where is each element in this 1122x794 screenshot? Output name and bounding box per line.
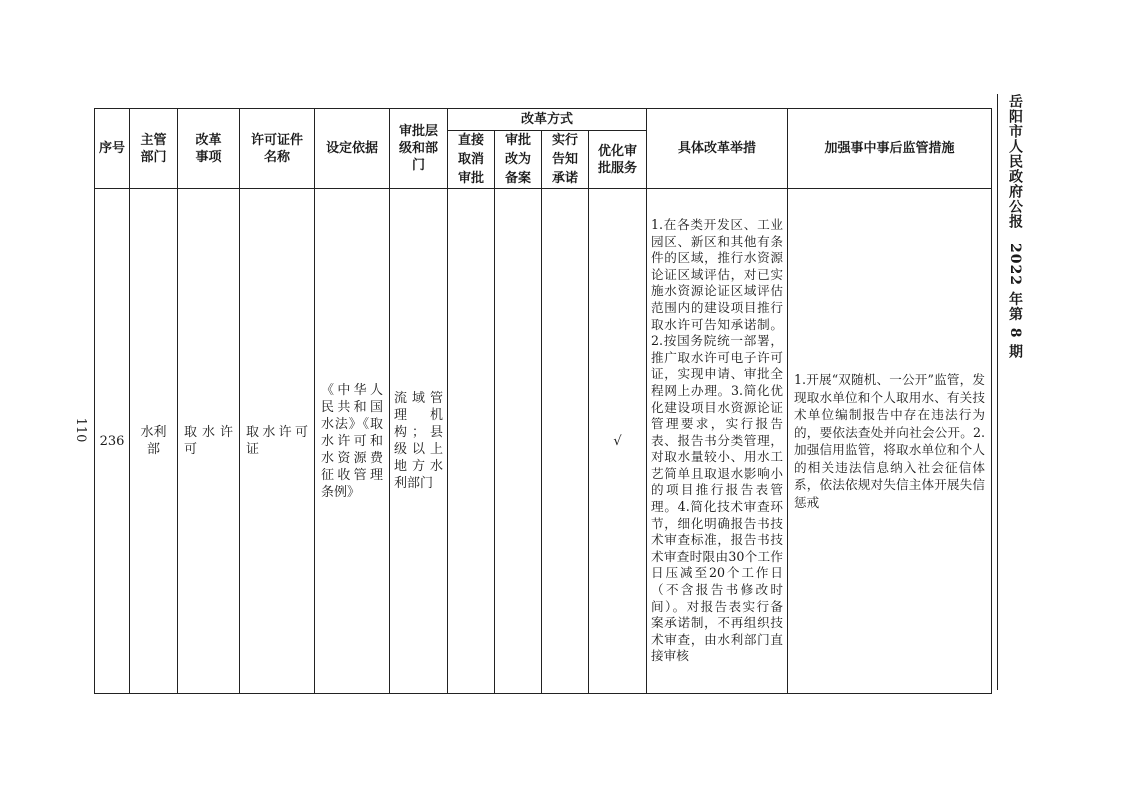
col-header-seq: 序号 xyxy=(95,109,130,189)
cell-supervision: 1.开展“双随机、一公开”监管，发现取水单位和个人取用水、有关技术单位编制报告中存在违法行为的，要依法查处并向社会公开。2.加强信用监管，将取水单位和个人的相关违法信息纳入社会征信体系，依法依规对失信主体开展失信惩戒 xyxy=(788,189,992,694)
col-header-notify: 实行告知承诺 xyxy=(542,131,589,189)
cell-seq: 236 xyxy=(95,189,130,694)
col-header-dept: 主管部门 xyxy=(130,109,178,189)
page-number: 110 xyxy=(73,417,89,443)
header-row-1 xyxy=(95,109,992,131)
col-header-basis: 设定依据 xyxy=(315,109,390,189)
issue-number: 2022 年第 8 期 xyxy=(1007,243,1023,360)
cell-license: 取水许可证 xyxy=(240,189,315,694)
col-header-reform-method: 改革方式 xyxy=(448,109,647,131)
cell-optimize-check: √ xyxy=(589,189,647,694)
running-header xyxy=(1002,94,1028,359)
reform-table xyxy=(94,108,992,694)
header-rule xyxy=(997,94,998,690)
col-header-optimize: 优化审批服务 xyxy=(589,131,647,189)
col-header-cancel: 直接取消审批 xyxy=(448,131,495,189)
cell-level: 流域管理机构；县级以上地方水利部门 xyxy=(390,189,448,694)
col-header-measures: 具体改革举措 xyxy=(647,109,788,189)
col-header-supervision: 加强事中事后监管措施 xyxy=(788,109,992,189)
cell-basis: 《中华人民共和国水法》《取水许可和水资源费征收管理条例》 xyxy=(315,189,390,694)
col-header-filing: 审批改为备案 xyxy=(495,131,542,189)
cell-cancel xyxy=(448,189,495,694)
col-header-license: 许可证件名称 xyxy=(240,109,315,189)
col-header-item: 改革事项 xyxy=(178,109,240,189)
cell-measures: 1.在各类开发区、工业园区、新区和其他有条件的区域，推行水资源论证区域评估，对已实施水资源论证区域评估范围内的建设项目推行取水许可告知承诺制。2.按国务院统一部署，推广取水许可电子许可证，实现申请、审批全程网上办理。3.简化优化建设项目水资源论证管理要求，实行报告表、报告书分类管理，对取水量较小、用水工艺简单且取退水影响小的项目推行报告表管理。4.简化技术审查环节，细化明确报告书技术审查标准，报告书技术审查时限由30个工作日压减至20个工作日（不含报告书修改时间）。对报告表实行备案承诺制，不再组织技术审查，由水利部门直接审核 xyxy=(647,189,788,694)
cell-filing xyxy=(495,189,542,694)
cell-item: 取水许可 xyxy=(178,189,240,694)
table-row xyxy=(95,189,992,694)
cell-notify xyxy=(542,189,589,694)
cell-dept: 水利部 xyxy=(130,189,178,694)
journal-title: 岳阳市人民政府公报 xyxy=(1007,94,1023,229)
col-header-level: 审批层级和部门 xyxy=(390,109,448,189)
